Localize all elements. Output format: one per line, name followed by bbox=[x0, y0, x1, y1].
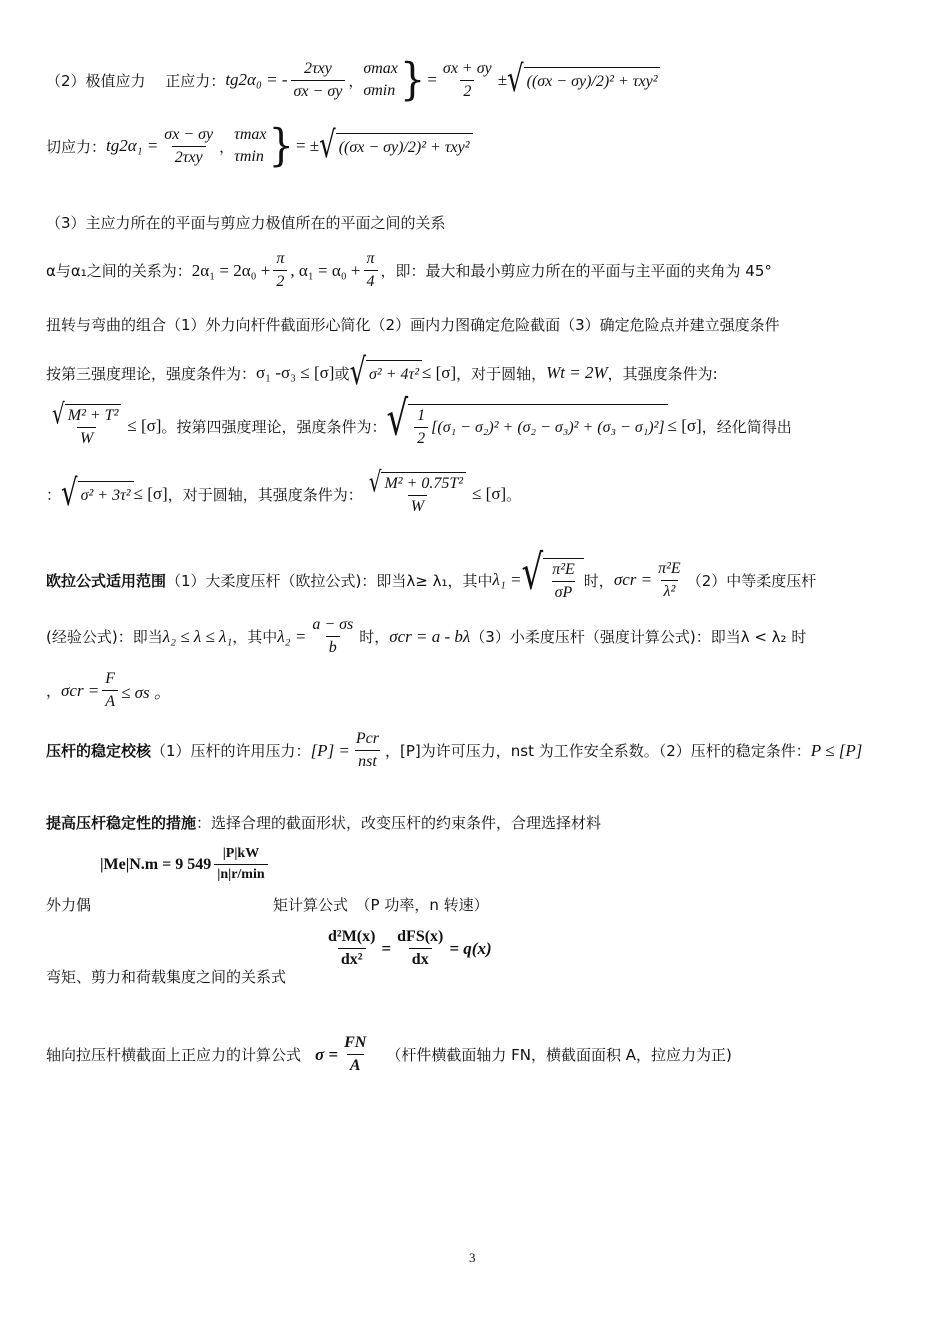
m075t-over-w-fraction: √ M² + 0.75T² W bbox=[366, 472, 469, 516]
sqrt-content: σ² + 4τ² bbox=[366, 360, 422, 386]
sqrt-expression: √ σ² + 3τ² bbox=[61, 481, 134, 507]
comma: ， bbox=[219, 137, 235, 156]
moment-label-line bbox=[46, 894, 489, 915]
pi-den: 4 bbox=[364, 270, 378, 291]
sqrt-content: ((σx − σy)/2)² + τxy² bbox=[524, 67, 661, 93]
sigmap-den: σP bbox=[552, 581, 576, 602]
fourth-theory-label: 。按第四强度理论，强度条件为： bbox=[161, 417, 387, 436]
w-den: W bbox=[408, 495, 427, 516]
pi2e-over-sigmap bbox=[549, 561, 578, 602]
qx-rhs: = q(x) bbox=[449, 938, 492, 958]
axial-tail: （杆件横截面轴力 FN，横截面面积 A，拉应力为正) bbox=[386, 1046, 732, 1064]
round-shaft-text: ，对于圆轴，其强度条件为： bbox=[167, 485, 363, 504]
n-rmin-den: |n|r/min bbox=[214, 864, 267, 883]
half-fraction: 1 2 bbox=[414, 407, 428, 448]
shear-stress-label: 切应力： bbox=[46, 137, 107, 156]
pcr-num: Pcr bbox=[355, 730, 380, 747]
mt-over-w-fraction bbox=[49, 397, 124, 448]
equals: = bbox=[381, 938, 392, 958]
equals: = bbox=[427, 70, 437, 89]
sigma-cr-lhs: σcr = bbox=[61, 680, 100, 700]
dfs-over-dx bbox=[394, 928, 446, 969]
avg-stress-fraction bbox=[440, 60, 495, 101]
alpha-expr2: , α₁ = α₀ + bbox=[290, 260, 361, 280]
sigma-cr-linear: σcr = a - bλ bbox=[389, 626, 471, 646]
sqrt-content bbox=[543, 558, 584, 602]
d2m-over-dx2 bbox=[325, 928, 378, 969]
f-over-a bbox=[102, 670, 118, 711]
dx2-den: dx² bbox=[338, 948, 366, 969]
euler-heading: 欧拉公式适用范围 bbox=[46, 571, 167, 590]
sigma-lhs: σ = bbox=[315, 1044, 339, 1064]
torsion-bending-line bbox=[46, 314, 780, 335]
tg2a1-den: 2τxy bbox=[172, 146, 206, 167]
allowable-load-text: （1）压杆的许用压力： bbox=[151, 742, 311, 760]
tau-min: τmin bbox=[234, 148, 264, 165]
axial-label: 轴向拉压杆横截面上正应力的计算公式 bbox=[46, 1046, 302, 1064]
stability-condition: P ≤ [P] bbox=[810, 740, 863, 760]
page-number: 3 bbox=[469, 1250, 476, 1265]
equals-pm: = ± bbox=[295, 136, 320, 155]
right-brace: } bbox=[268, 120, 294, 172]
relation-heading-text: （3）主应力所在的平面与剪应力极值所在的平面之间的关系 bbox=[46, 214, 446, 232]
a-sigmas-num: a − σs bbox=[312, 616, 354, 633]
fn-num: FN bbox=[344, 1034, 367, 1051]
relation-label-line bbox=[46, 966, 286, 987]
max-stress-line bbox=[46, 54, 660, 106]
m075t-root-content: M² + 0.75T² bbox=[381, 472, 466, 493]
comma: ， bbox=[46, 682, 62, 700]
axial-stress-line bbox=[46, 1034, 732, 1075]
small-slender-formula-line bbox=[46, 670, 171, 711]
a-minus-sigmas-over-b bbox=[309, 616, 356, 657]
comma: ， bbox=[348, 71, 364, 90]
d2m-num: d²M(x) bbox=[328, 928, 376, 945]
p-over-n bbox=[214, 846, 267, 883]
where-text: ，其中 bbox=[232, 628, 278, 646]
a-den: A bbox=[347, 1054, 364, 1075]
plus-minus: ± bbox=[497, 70, 508, 89]
or-text: 或 bbox=[334, 364, 350, 383]
fn-over-a bbox=[341, 1034, 369, 1075]
pi-over-4 bbox=[364, 250, 378, 291]
relation-formula bbox=[322, 928, 492, 969]
round-shaft-text: ，对于圆轴， bbox=[456, 364, 547, 383]
sqrt-expression: √ 1 2 [(σ₁ − σ₂)² + (σ₂ − σ₃)² + (σ₃ − σ₁)²] bbox=[386, 404, 667, 448]
sigma-max-min-stack bbox=[363, 58, 398, 102]
le-sigmas: ≤ σs 。 bbox=[121, 683, 171, 702]
simplify-text: ，经化简得出 bbox=[701, 417, 792, 436]
tg2a0-num: 2τxy bbox=[303, 59, 332, 77]
pi-over-2 bbox=[273, 250, 287, 291]
sigma-max: σmax bbox=[363, 60, 398, 77]
pi2e-over-lambda2 bbox=[655, 560, 684, 601]
tg2a1-num: σx − σy bbox=[164, 125, 214, 143]
p-lhs: [P] = bbox=[310, 740, 350, 760]
sqrt-expression: √ ((σx − σy)/2)² + τxy² bbox=[319, 133, 472, 159]
improve-stability-line bbox=[46, 812, 601, 833]
tg2a0-lhs: tg2α₀ = - bbox=[225, 70, 288, 89]
tau-max: τmax bbox=[234, 126, 267, 143]
sqrt-expression: √ σ² + 4τ² bbox=[349, 360, 422, 386]
empirical-line bbox=[46, 616, 806, 657]
lambda2-den: λ² bbox=[661, 580, 679, 601]
le-sigma: ≤ [σ] bbox=[472, 484, 507, 503]
relation-label: 弯矩、剪力和荷载集度之间的关系式 bbox=[46, 968, 287, 986]
a-den: A bbox=[102, 690, 118, 711]
moment-formula bbox=[100, 846, 271, 883]
b-den: b bbox=[326, 636, 340, 657]
empirical-text: (经验公式)：即当 bbox=[46, 628, 163, 646]
mt-root-content: M² + T² bbox=[65, 404, 122, 425]
relation-heading bbox=[46, 212, 446, 233]
shear-stress-line bbox=[46, 120, 473, 172]
dfs-num: dFS(x) bbox=[397, 928, 444, 945]
alpha-relation-label: α与α₁之间的关系为： bbox=[46, 262, 192, 280]
avg-num: σx + σy bbox=[442, 59, 492, 77]
when-text: 时， bbox=[359, 628, 390, 646]
improve-text: ：选择合理的截面形状，改变压杆的约束条件，合理选择材料 bbox=[196, 814, 602, 832]
nst-den: nst bbox=[355, 750, 380, 771]
lambda2-lhs: λ₂ = bbox=[277, 626, 307, 646]
le-sigma: ≤ [σ] bbox=[127, 416, 162, 435]
third-theory-line bbox=[46, 352, 718, 394]
f-num: F bbox=[105, 670, 116, 687]
strength-cond-text: ，其强度条件为: bbox=[607, 364, 718, 383]
moment-tail: 矩计算公式 （P 功率，n 转速） bbox=[273, 896, 489, 914]
pi-num: π bbox=[276, 250, 285, 267]
le-sigma: ≤ [σ] bbox=[133, 484, 168, 503]
small-slender-text: （3）小柔度压杆（强度计算公式)：即当λ < λ₂ 时 bbox=[470, 628, 807, 646]
sqrt-content: σ² + 3τ² bbox=[78, 481, 134, 507]
right-brace: } bbox=[399, 54, 426, 106]
simplified-line bbox=[46, 465, 522, 516]
bracket-expr: [(σ₁ − σ₂)² + (σ₂ − σ₃)² + (σ₃ − σ₁)²] bbox=[431, 418, 665, 436]
improve-heading: 提高压杆稳定性的措施 bbox=[46, 814, 197, 832]
lambda1-lhs: λ₁ = bbox=[492, 570, 522, 589]
sqrt-expression: √ $\frac{\text{π²E}}{\sigma P}$ bbox=[522, 558, 584, 602]
euler-text: （1）大柔度压杆（欧拉公式)：即当λ≥ λ₁，其中 bbox=[166, 571, 493, 590]
tg2a1-lhs: tg2α₁ = bbox=[106, 136, 159, 155]
stability-text: ，[P]为许可压力，nst 为工作安全系数。（2）压杆的稳定条件： bbox=[385, 742, 811, 760]
medium-slender-text: （2）中等柔度压杆 bbox=[686, 571, 817, 590]
colon: ： bbox=[46, 485, 62, 504]
third-theory-label: 按第三强度理论，强度条件为： bbox=[46, 364, 257, 383]
le-sigma: ≤ [σ] bbox=[667, 416, 702, 435]
stability-check-line bbox=[46, 730, 862, 771]
when-text: 时， bbox=[583, 571, 614, 590]
pi-den: 2 bbox=[273, 270, 287, 291]
fourth-theory-line bbox=[46, 391, 792, 448]
wt-expr: Wt = 2W bbox=[546, 363, 608, 382]
tg2a0-den: σx − σy bbox=[291, 80, 346, 101]
p-kw-num: |P|kW bbox=[222, 846, 260, 861]
tg2a1-fraction bbox=[161, 126, 216, 167]
tg2a0-fraction bbox=[291, 60, 346, 101]
euler-line bbox=[46, 545, 817, 602]
stability-heading: 压杆的稳定校核 bbox=[46, 742, 152, 760]
third-theory-expr: σ₁ -σ₃ ≤ [σ] bbox=[256, 363, 335, 382]
le-sigma: ≤ [σ] bbox=[422, 363, 457, 382]
sigma-cr-lhs: σcr = bbox=[613, 570, 653, 589]
sqrt-expression: √ ((σx − σy)/2)² + τxy² bbox=[507, 67, 660, 93]
alpha-expr1: 2α₁ = 2α₀ + bbox=[191, 260, 271, 280]
avg-den: 2 bbox=[460, 80, 474, 101]
pi2e-num: π²E bbox=[552, 561, 575, 578]
w-den: W bbox=[77, 427, 96, 448]
moment-formula-lhs: |Me|N.m = 9 549 bbox=[100, 855, 212, 873]
pi-num: π bbox=[366, 250, 375, 267]
sigma-min: σmin bbox=[363, 82, 396, 99]
pcr-over-nst bbox=[353, 730, 382, 771]
lambda-range: λ₂ ≤ λ ≤ λ₁ bbox=[162, 626, 233, 646]
sqrt-content bbox=[408, 404, 668, 448]
max-stress-label: （2）极值应力 正应力： bbox=[46, 71, 226, 90]
dx-den: dx bbox=[409, 948, 432, 969]
torsion-bending-text: 扭转与弯曲的组合（1）外力向杆件截面形心简化（2）画内力图确定危险截面（3）确定危险点并建立强度条件 bbox=[46, 316, 780, 334]
mt-root: √ M² + T² bbox=[49, 404, 124, 427]
sqrt-content: ((σx − σy)/2)² + τxy² bbox=[336, 133, 473, 159]
period: 。 bbox=[506, 485, 522, 504]
pi2e-num: π²E bbox=[658, 559, 681, 577]
tau-max-min-stack bbox=[234, 124, 266, 168]
moment-label: 外力偶 bbox=[46, 896, 92, 914]
alpha-tail: ，即：最大和最小剪应力所在的平面与主平面的夹角为 45° bbox=[380, 262, 772, 280]
alpha-relation-line bbox=[46, 250, 772, 291]
